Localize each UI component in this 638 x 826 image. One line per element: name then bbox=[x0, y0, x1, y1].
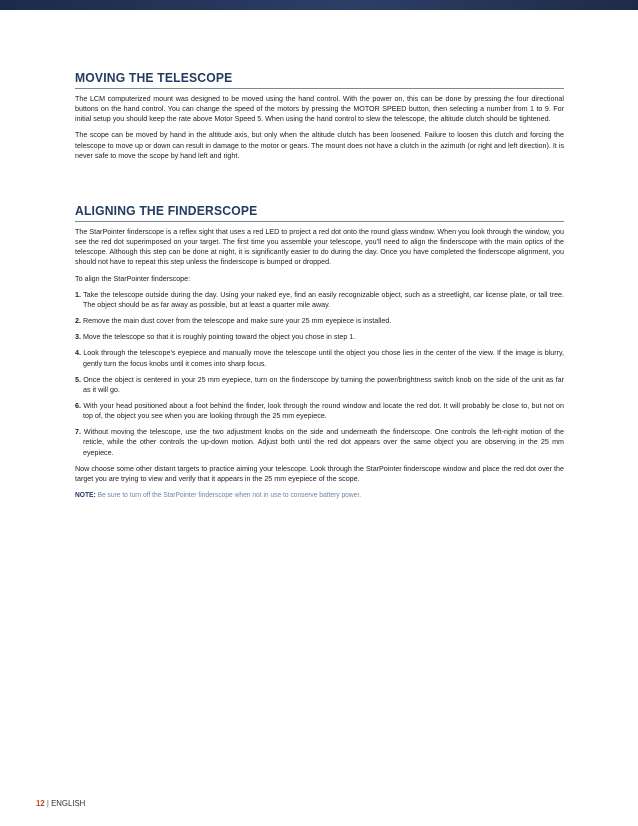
step-text: Look through the telescope’s eyepiece and manually move the telescope until the object you chose lies in the center of the view. If the image is blurry, gently turn the focus knobs until it comes into sharp focus. bbox=[83, 349, 565, 368]
step-item bbox=[75, 316, 564, 326]
step-item bbox=[75, 290, 564, 310]
step-number: 6. bbox=[75, 401, 81, 410]
section-moving-telescope bbox=[75, 70, 564, 161]
step-text: Without moving the telescope, use the two adjustment knobs on the side and underneath the finderscope. One controls the left-right motion of the reticle, while the other controls the up-down motion. Adjust both until the red dot appears over the same object you are observing in the 25 mm eyepiece. bbox=[83, 428, 565, 457]
paragraph-closing: Now choose some other distant targets to practice aiming your telescope. Look through the StarPointer finderscope window and place the red dot over the target you are trying to view and verify that it appears in the 25 mm eyepiece of the scope. bbox=[75, 464, 564, 483]
page-number: 12 bbox=[36, 799, 45, 808]
section-title-moving: MOVING THE TELESCOPE bbox=[75, 70, 233, 85]
step-text: With your head positioned about a foot behind the finder, look through the round window and locate the red dot. It will probably be close to, but not on top of, the object you see when you are looking through the 25 mm eyepiece. bbox=[83, 401, 564, 421]
step-number: 2. bbox=[75, 317, 81, 326]
step-item bbox=[75, 332, 564, 342]
step-item bbox=[75, 401, 564, 421]
step-text: Take the telescope outside during the day. Using your naked eye, find an easily recognizable object, such as a streetlight, car license plate, or tall tree. The object should be as far away as possible, but at least a quarter mile away. bbox=[83, 290, 564, 309]
footer-language: ENGLISH bbox=[51, 799, 86, 808]
step-text: Remove the main dust cover from the telescope and make sure your 25 mm eyepiece is installed. bbox=[82, 317, 392, 326]
title-divider bbox=[75, 221, 564, 222]
step-item bbox=[75, 348, 564, 368]
paragraph-intro: The StarPointer finderscope is a reflex sight that uses a red LED to project a red dot onto the round glass window. When you look through the window, you see the red dot superimposed on your target. The first time you assemble your telescope, you’ll need to align the finderscope with the main optics of the telescope. Although this step can be done at night, it is significantly easier to do during the day. Once you have completed the finderscope alignment, you should not have to repeat this step unless the finderscope is bumped or dropped. bbox=[75, 227, 564, 267]
section-aligning-finderscope bbox=[75, 203, 564, 500]
paragraph-altitude-clutch: The scope can be moved by hand in the altitude axis, but only when the altitude clutch has been loosened. Failure to loosen this clutch and forcing the telescope to move up or down can result in damage to the motor or gears. The mount does not have a clutch in the azimuth (or right and left direction). It is never safe to move the scope by hand left and right. bbox=[75, 131, 564, 160]
step-number: 1. bbox=[75, 290, 81, 299]
note-text: Be sure to turn off the StarPointer finderscope when not in use to conserve battery power. bbox=[97, 490, 362, 500]
step-item bbox=[75, 427, 564, 457]
step-item bbox=[75, 375, 564, 395]
page-content bbox=[75, 70, 564, 500]
note-label: NOTE: bbox=[75, 490, 96, 500]
step-number: 7. bbox=[75, 428, 81, 437]
note bbox=[75, 490, 515, 500]
step-text: Move the telescope so that it is roughly pointing toward the object you chose in step 1. bbox=[82, 333, 356, 342]
step-text: Once the object is centered in your 25 mm eyepiece, turn on the finderscope by turning the power/brightness switch knob on the side of the unit as far as it will go. bbox=[83, 375, 564, 394]
step-number: 3. bbox=[75, 333, 81, 342]
page-footer bbox=[36, 799, 85, 808]
title-divider bbox=[75, 88, 564, 89]
paragraph-lead: To align the StarPointer finderscope: bbox=[75, 274, 191, 283]
step-number: 5. bbox=[75, 375, 81, 384]
step-number: 4. bbox=[75, 349, 81, 358]
section-title-aligning: ALIGNING THE FINDERSCOPE bbox=[75, 202, 258, 218]
header-band bbox=[0, 0, 638, 10]
paragraph-hand-control: The LCM computerized mount was designed to be moved using the hand control. With the power on, this can be done by pressing the four directional buttons on the hand control. You can change the speed of the motors by pressing the MOTOR SPEED button, then selecting a number from 1 to 9. For initial setup you should keep the rate above Motor Speed 5. When using the hand control to slew the telescope, the altitude clutch should be tightened. bbox=[75, 95, 564, 124]
footer-separator: | bbox=[46, 799, 49, 808]
